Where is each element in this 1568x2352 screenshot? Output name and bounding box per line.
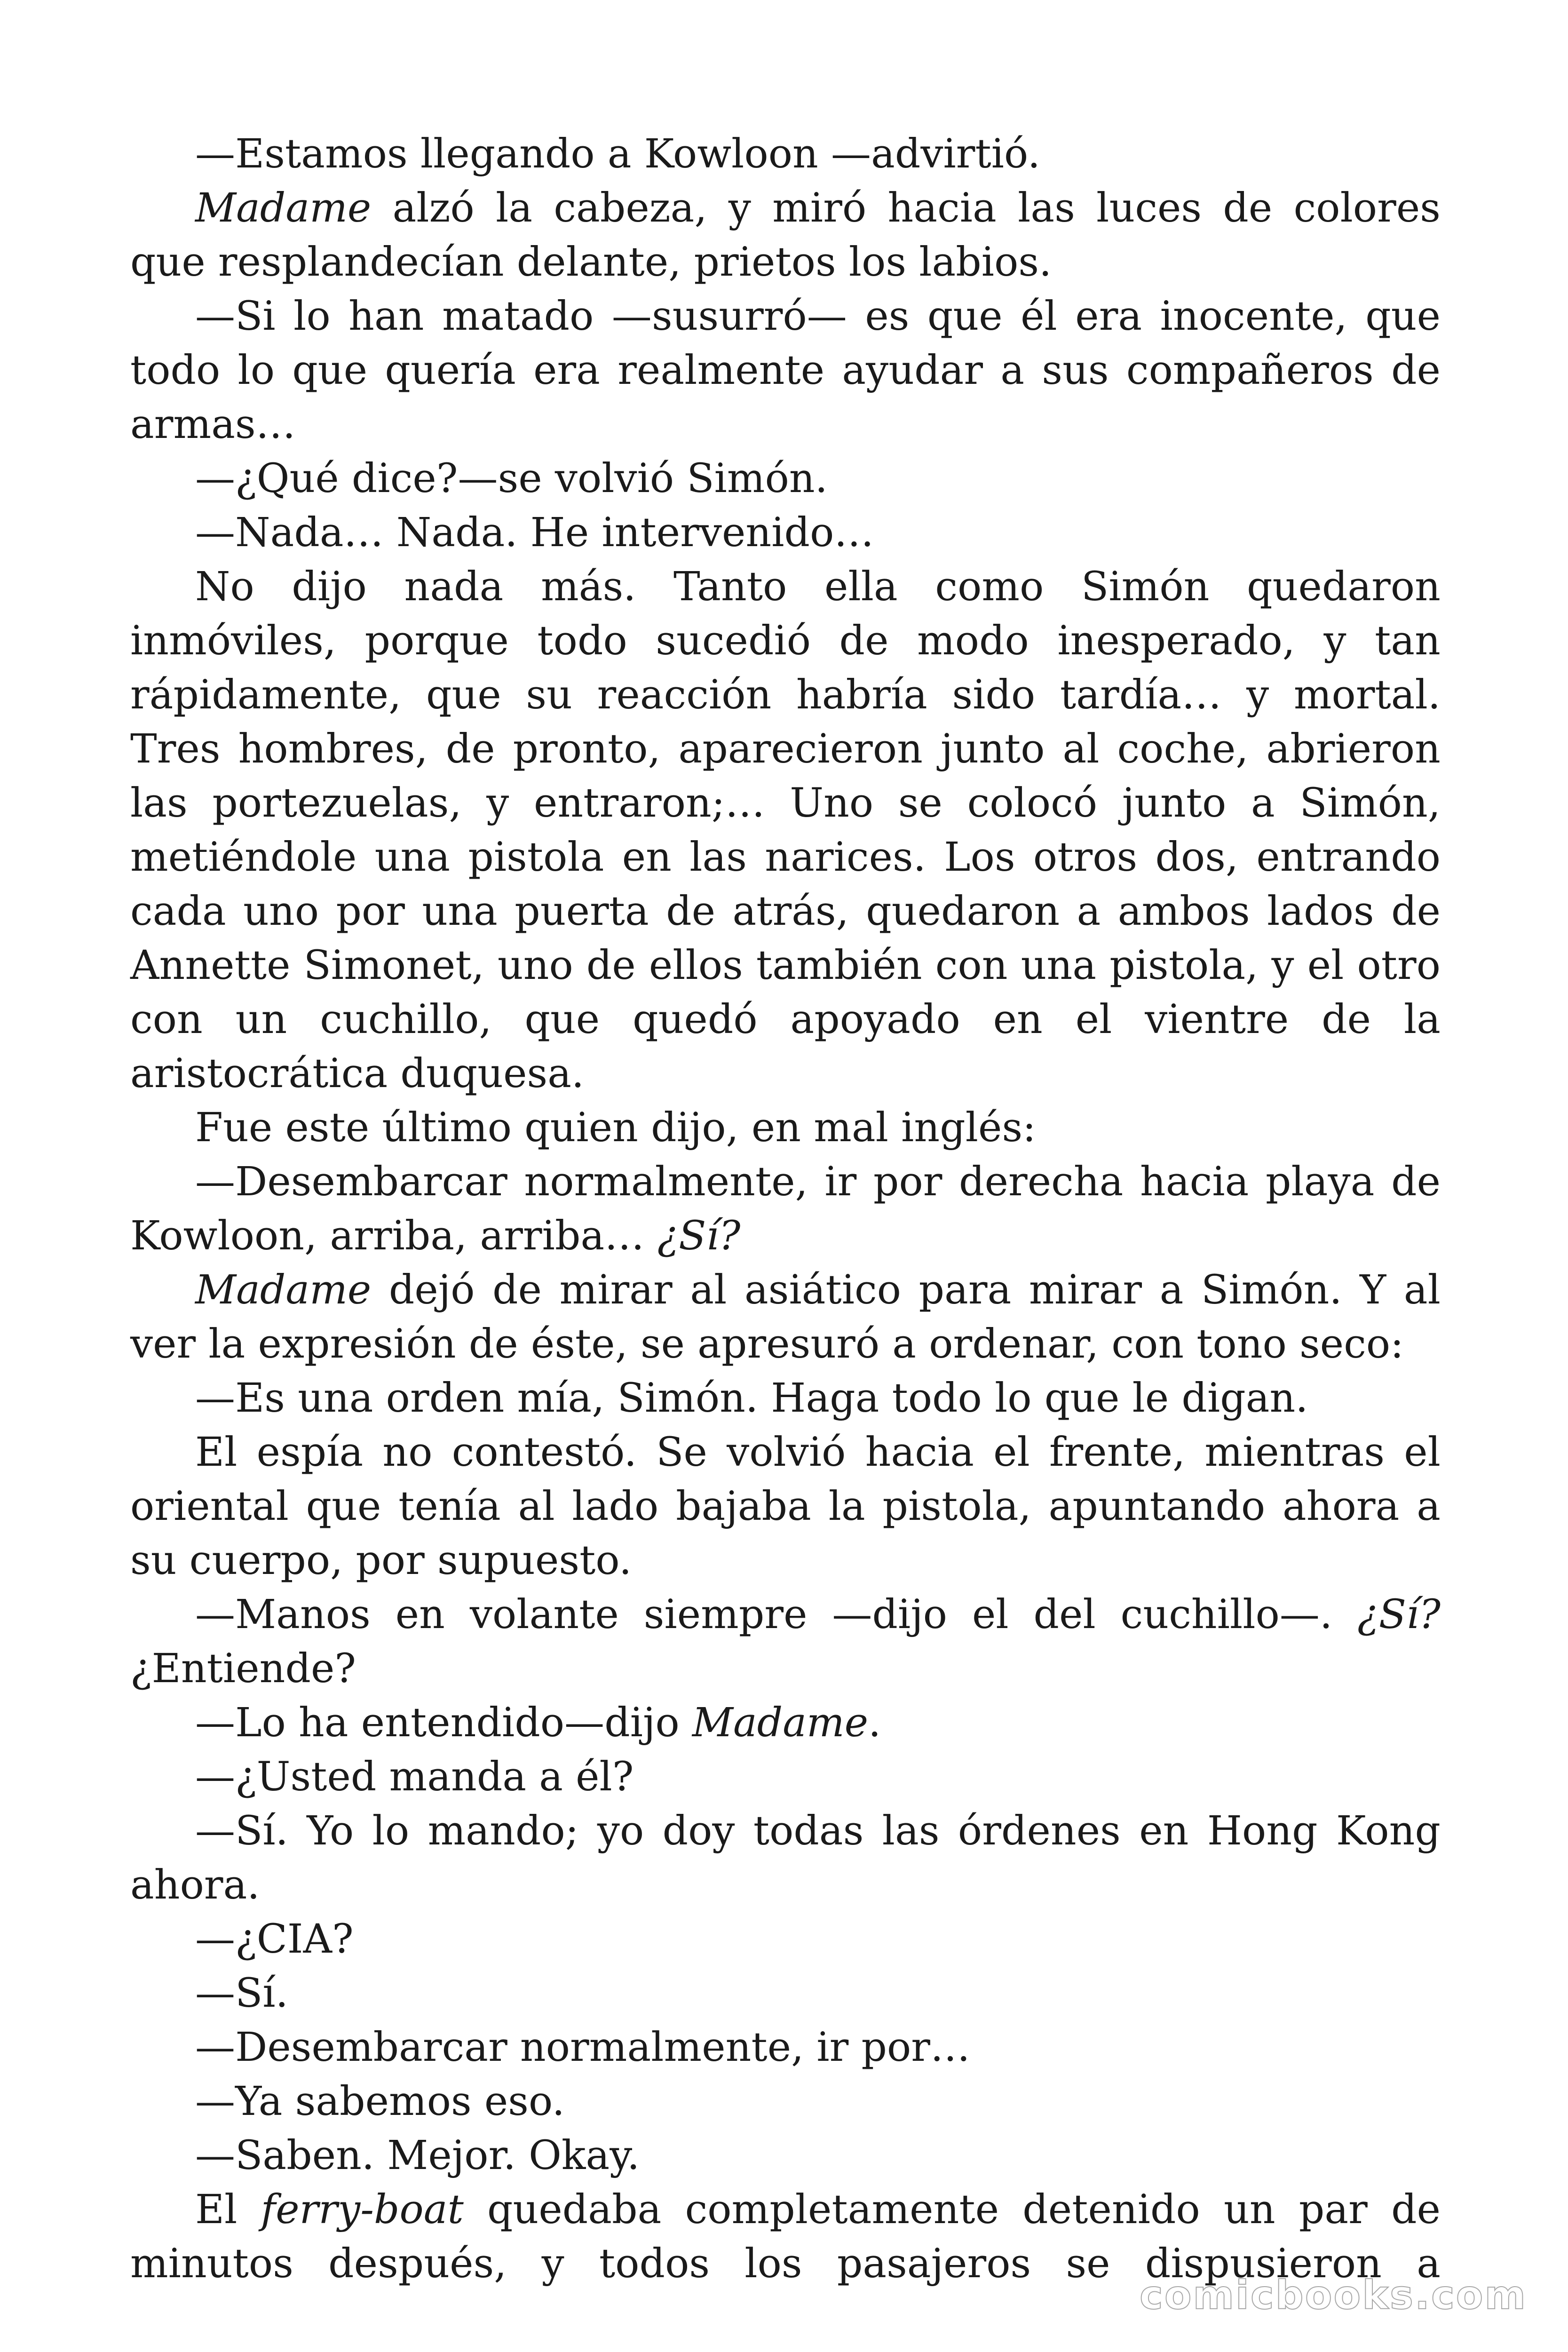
text-run: ¿Entiende? (130, 1645, 356, 1692)
text-run: —¿Usted manda a él? (195, 1754, 634, 1800)
text-run: —Sí. Yo lo mando; yo doy todas las órdenes en Hong Kong ahora. (130, 1808, 1441, 1908)
text-run: . (868, 1700, 881, 1746)
text-run: —Lo ha entendido—dijo (195, 1700, 692, 1746)
paragraph (130, 127, 1441, 181)
paragraph (130, 2129, 1441, 2183)
text-run: No dijo nada más. Tanto ella como Simón quedaron inmóviles, porque todo sucedió de modo inesperado, y tan rápidamente, que su reacción habría sido tardía… y mortal. Tres hombres, de pronto, aparecieron junto al coche, abrieron las portezuelas, y entraron;… Uno se colocó junto a Simón, metiéndole una pistola en las narices. Los otros dos, entrando cada uno por una puerta de atrás, quedaron a ambos lados de Annette Simonet, uno de ellos también con una pistola, y el otro con un cuchillo, que quedó apoyado en el vientre de la aristocrática duquesa. (130, 564, 1441, 1097)
text-run: —Desembarcar normalmente, ir por… (195, 2024, 971, 2071)
paragraph (130, 452, 1441, 506)
text-run: alzó la cabeza, y miró hacia las luces de colores que resplandecían delante, prietos los labios. (130, 185, 1441, 286)
paragraph (130, 1101, 1441, 1155)
text-run: —Desembarcar normalmente, ir por derecha hacia playa de Kowloon, arriba, arriba… (130, 1159, 1441, 1259)
text-run: —¿CIA? (195, 1916, 354, 1963)
paragraph (130, 181, 1441, 289)
paragraph (130, 2020, 1441, 2074)
paragraph (130, 560, 1441, 1101)
text-run: —Manos en volante siempre —dijo el del cuchillo—. (195, 1591, 1358, 1638)
paragraph (130, 2074, 1441, 2129)
paragraph (130, 1371, 1441, 1425)
paragraph (130, 1588, 1441, 1696)
text-run: El espía no contestó. Se volvió hacia el frente, mientras el oriental que tenía al lado bajaba la pistola, apuntando ahora a su cuerpo, por supuesto. (130, 1429, 1441, 1584)
italic-text: ¿Sí? (1357, 1591, 1441, 1638)
paragraph (130, 289, 1441, 452)
text-run: —Si lo han matado —susurró— es que él era inocente, que todo lo que quería era realmente ayudar a sus compañeros de armas… (130, 293, 1441, 448)
watermark: comicbooks.com (1140, 2272, 1527, 2318)
text-run: —Es una orden mía, Simón. Haga todo lo que le digan. (195, 1375, 1308, 1422)
italic-text: ferry-boat (261, 2186, 464, 2233)
paragraph (130, 1804, 1441, 1912)
text-run: —Estamos llegando a Kowloon —advirtió. (195, 131, 1040, 177)
text-run: —Sí. (195, 1970, 288, 2017)
paragraph (130, 1155, 1441, 1263)
paragraph (130, 1966, 1441, 2020)
text-run: —¿Qué dice?—se volvió Simón. (195, 455, 828, 502)
text-run: —Ya sabemos eso. (195, 2078, 565, 2125)
italic-text: ¿Sí? (657, 1213, 741, 1259)
text-run: —Nada… Nada. He intervenido… (195, 509, 874, 556)
text-run: El (195, 2186, 261, 2233)
paragraph (130, 1750, 1441, 1804)
italic-text: Madame (692, 1700, 869, 1746)
italic-text: Madame (195, 185, 372, 231)
text-run: dejó de mirar al asiático para mirar a Simón. Y al ver la expresión de éste, se apresuró a ordenar, con tono seco: (130, 1267, 1441, 1367)
page-body (130, 127, 1441, 2291)
paragraph (130, 1696, 1441, 1750)
text-run: quedaba completamente detenido un par de minutos después, y todos los pasajeros se dispusieron a (130, 2186, 1441, 2287)
paragraph (130, 1425, 1441, 1588)
paragraph (130, 506, 1441, 560)
italic-text: Madame (195, 1267, 372, 1313)
paragraph (130, 1263, 1441, 1371)
text-run: —Saben. Mejor. Okay. (195, 2132, 640, 2179)
text-run: Fue este último quien dijo, en mal inglés: (195, 1104, 1036, 1151)
paragraph (130, 1912, 1441, 1966)
